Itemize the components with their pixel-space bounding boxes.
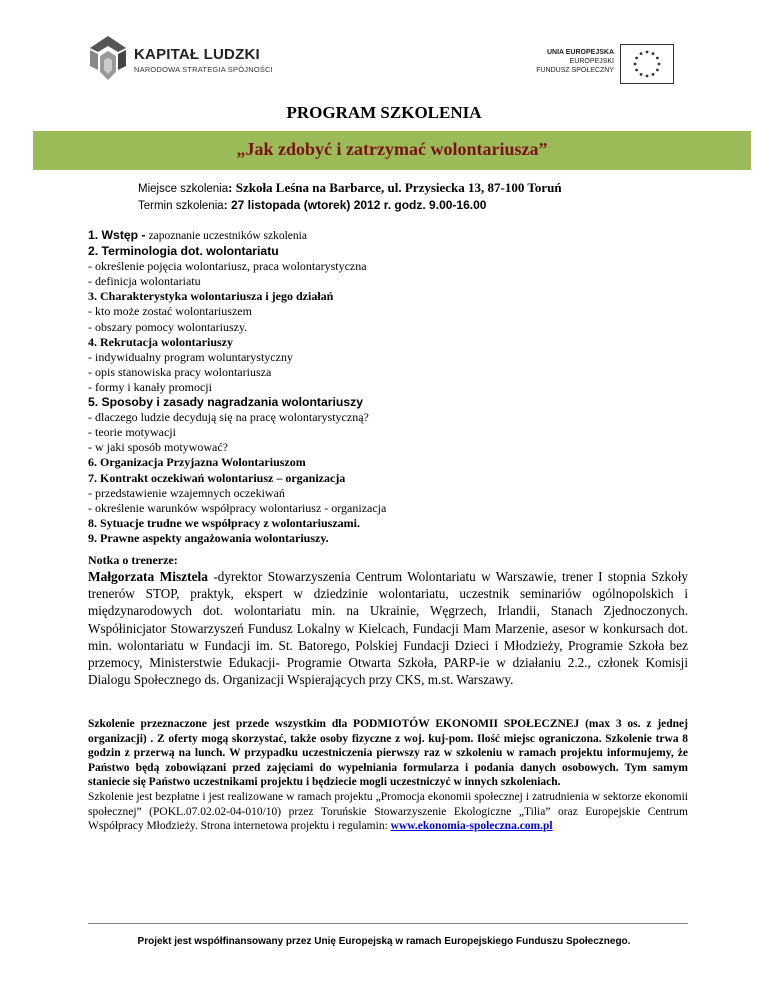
agenda-section-1-desc: zapoznanie uczestników szkolenia: [148, 230, 307, 242]
training-info-normal: Szkolenie jest bezpłatne i jest realizowane w ramach projektu „Promocja ekonomii społecznej i zatrudnienia w sektorze ekonomii społecznej” (POKL.07.02.02-04-010/10) przez Toruńskie Stowarzyszenie Ekologiczne „Tilia” oraz Europejskie Centrum Współpracy Młodzieży. Strona internetowa projektu i regulamin:: [88, 790, 688, 833]
agenda-section-2-title: 2. Terminologia dot. wolontariatu: [88, 244, 279, 259]
agenda-section-8-title: 8. Sytuacje trudne we współpracy z wolontariuszami.: [88, 515, 360, 530]
list-item: - opis stanowiska pracy wolontariusza: [88, 364, 272, 379]
date-value: 27 listopada (wtorek) 2012 r. godz. 9.00-16.00: [231, 198, 487, 212]
agenda-section-6-title: 6. Organizacja Przyjazna Wolontariuszom: [88, 455, 306, 470]
footer-divider: [88, 923, 688, 924]
agenda-section-7-title: 7. Kontrakt oczekiwań wolontariusz – organizacja: [88, 470, 346, 485]
agenda-section-1: [88, 228, 688, 244]
list-item: - dlaczego ludzie decydują się na pracę wolontarystyczną?: [88, 410, 369, 425]
eu-line-1: UNIA EUROPEJSKA: [546, 49, 614, 56]
eu-line-2: EUROPEJSKI: [569, 58, 614, 65]
program-title: PROGRAM SZKOLENIA: [286, 103, 482, 122]
trainer-bio: [88, 568, 688, 688]
date-line: Termin szkolenia: 27 listopada (wtorek) 2012 r. godz. 9.00-16.00: [138, 198, 487, 212]
list-item: - formy i kanały promocji: [88, 379, 212, 394]
course-title: „Jak zdobyć i zatrzymać wolontariusza”: [236, 139, 548, 159]
list-item: - określenie warunków współpracy wolontariusz - organizacja: [88, 500, 387, 515]
eu-line-3: FUNDUSZ SPOŁECZNY: [536, 67, 614, 74]
agenda-section-9-title: 9. Prawne aspekty angażowania wolontariuszy.: [88, 530, 329, 545]
place-line: Miejsce szkolenia: Szkoła Leśna na Barbarce, ul. Przysiecka 13, 87-100 Toruń: [138, 180, 562, 195]
agenda: [88, 228, 688, 546]
list-item: - indywidualny program woluntarystyczny: [88, 349, 293, 364]
list-item: - w jaki sposób motywować?: [88, 440, 228, 455]
kapital-ludzki-mark-icon: [88, 34, 128, 84]
agenda-section-1-title: 1. Wstęp -: [88, 228, 146, 242]
cofinancing-note: Projekt jest współfinansowany przez Unię Europejską w ramach Europejskiego Funduszu Społecznego.: [137, 936, 631, 947]
trainer-name: Małgorzata Misztela: [88, 569, 208, 584]
eu-logo: [518, 44, 688, 86]
agenda-section-3-title: 3. Charakterystyka wolontariusza i jego działań: [88, 289, 334, 304]
eu-flag-icon: [620, 44, 674, 84]
kapital-ludzki-subtitle: NARODOWA STRATEGIA SPÓJNOŚCI: [134, 65, 273, 74]
eu-logo-text: [518, 48, 614, 75]
list-item: - definicja wolontariatu: [88, 274, 201, 289]
agenda-section-5-title: 5. Sposoby i zasady nagradzania wolontariuszy: [88, 395, 363, 410]
list-item: - przedstawienie wzajemnych oczekiwań: [88, 485, 285, 500]
list-item: - kto może zostać wolontariuszem: [88, 304, 252, 319]
list-item: - obszary pomocy wolontariuszy.: [88, 319, 248, 334]
project-website-link[interactable]: www.ekonomia-spoleczna.com.pl: [390, 820, 553, 833]
training-info-details: [88, 790, 688, 834]
kapital-ludzki-title: KAPITAŁ LUDZKI: [134, 46, 260, 63]
place-value: Szkoła Leśna na Barbarce, ul. Przysiecka 13, 87-100 Toruń: [235, 180, 562, 195]
list-item: - teorie motywacji: [88, 425, 176, 440]
training-info: [88, 717, 688, 834]
date-label: Termin szkolenia: [138, 200, 224, 212]
kapital-ludzki-logo: [88, 34, 288, 84]
training-info-bold: Szkolenie przeznaczone jest przede wszystkim dla PODMIOTÓW EKONOMII SPOŁECZNEJ (max 3 os. z jednej organizacji) . Z oferty mogą skorzystać, także osoby fizyczne z woj. kuj-pom. Ilość miejsc ograniczona. Szkolenie trwa 8 godzin z przerwą na lunch. W przypadku uczestniczenia pierwszy raz w szkoleniu w ramach projektu informujemy, że Państwo będą zobowiązani przed zajęciami do wypełniania formularza i podania danych osobowych. Tym samym staniecie się Państwo uczestnikami projektu i będziecie mogli uczestniczyć w innych szkoleniach.: [88, 718, 688, 789]
trainer-label: Notka o trenerze:: [88, 553, 178, 567]
agenda-section-4-title: 4. Rekrutacja wolontariuszy: [88, 334, 233, 349]
place-label: Miejsce szkolenia: [138, 183, 229, 195]
trainer-description: -dyrektor Stowarzyszenia Centrum Wolontariatu w Warszawie, trener I stopnia Szkoły trenerów STOP, praktyk, ekspert w dziedzinie wolontariatu, uczestnik seminariów ogólnopolskich i międzynarodowych dot. wolontariatu min. na Ukrainie, Węgrzech, Irlandii, Stanach Zjednoczonych. Współinicjator Stowarzyszeń Fundusz Lokalny w Kielcach, Fundacji Mam Marzenie, asesor w konkursach dot. min. wolontariatu w Fundacji im. St. Batorego, Polskiej Fundacji Dzieci i Młodzieży, Programie Szkoła bez przemocy, Ministerstwie Edukacji- Programie Otwarta Szkoła, PARP-ie w działaniu 2.2., członek Komisji Dialogu Społecznego ds. Organizacji Wspierających przy CKS, m.st. Warszawy.: [88, 569, 688, 688]
list-item: - określenie pojęcia wolontariusz, praca wolontarystyczna: [88, 259, 367, 274]
